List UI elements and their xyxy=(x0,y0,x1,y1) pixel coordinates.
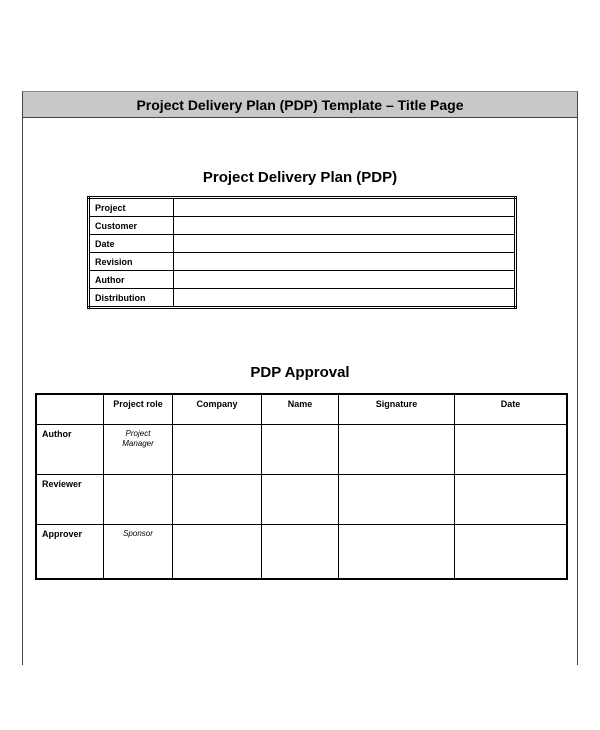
approver-row-role: Sponsor xyxy=(104,525,173,580)
customer-label: Customer xyxy=(89,217,174,235)
column-header-blank xyxy=(36,394,104,425)
date-label: Date xyxy=(89,235,174,253)
project-info-table xyxy=(87,196,517,309)
approval-table xyxy=(35,393,568,580)
reviewer-date-cell[interactable] xyxy=(455,475,568,525)
approver-name-cell[interactable] xyxy=(262,525,339,580)
revision-value[interactable] xyxy=(174,253,516,271)
approver-row-label: Approver xyxy=(36,525,104,580)
distribution-label: Distribution xyxy=(89,289,174,308)
reviewer-name-cell[interactable] xyxy=(262,475,339,525)
reviewer-signature-cell[interactable] xyxy=(339,475,455,525)
date-value[interactable] xyxy=(174,235,516,253)
reviewer-row-label: Reviewer xyxy=(36,475,104,525)
customer-value[interactable] xyxy=(174,217,516,235)
column-header-date: Date xyxy=(455,394,568,425)
author-row-label: Author xyxy=(36,425,104,475)
column-header-project-role: Project role xyxy=(104,394,173,425)
author-date-cell[interactable] xyxy=(455,425,568,475)
document-page xyxy=(22,91,578,665)
pdp-title: Project Delivery Plan (PDP) xyxy=(202,169,398,186)
revision-label: Revision xyxy=(89,253,174,271)
reviewer-company-cell[interactable] xyxy=(173,475,262,525)
column-header-signature: Signature xyxy=(339,394,455,425)
author-company-cell[interactable] xyxy=(173,425,262,475)
table-row xyxy=(89,271,516,289)
page-header xyxy=(23,92,577,118)
table-header-row xyxy=(36,394,567,425)
distribution-value[interactable] xyxy=(174,289,516,308)
author-label: Author xyxy=(89,271,174,289)
page-header-title: Project Delivery Plan (PDP) Template – Title Page xyxy=(136,96,464,113)
author-signature-cell[interactable] xyxy=(339,425,455,475)
table-row xyxy=(89,198,516,217)
approver-date-cell[interactable] xyxy=(455,525,568,580)
approver-company-cell[interactable] xyxy=(173,525,262,580)
table-row xyxy=(89,235,516,253)
project-value[interactable] xyxy=(174,198,516,217)
author-name-cell[interactable] xyxy=(262,425,339,475)
table-row xyxy=(36,475,567,525)
approval-title: PDP Approval xyxy=(250,364,350,381)
reviewer-row-role xyxy=(104,475,173,525)
project-label: Project xyxy=(89,198,174,217)
column-header-company: Company xyxy=(173,394,262,425)
table-row xyxy=(89,289,516,308)
approver-signature-cell[interactable] xyxy=(339,525,455,580)
table-row xyxy=(36,425,567,475)
table-row xyxy=(89,253,516,271)
author-row-role: Project Manager xyxy=(104,425,173,475)
table-row xyxy=(36,525,567,580)
author-value[interactable] xyxy=(174,271,516,289)
column-header-name: Name xyxy=(262,394,339,425)
table-row xyxy=(89,217,516,235)
